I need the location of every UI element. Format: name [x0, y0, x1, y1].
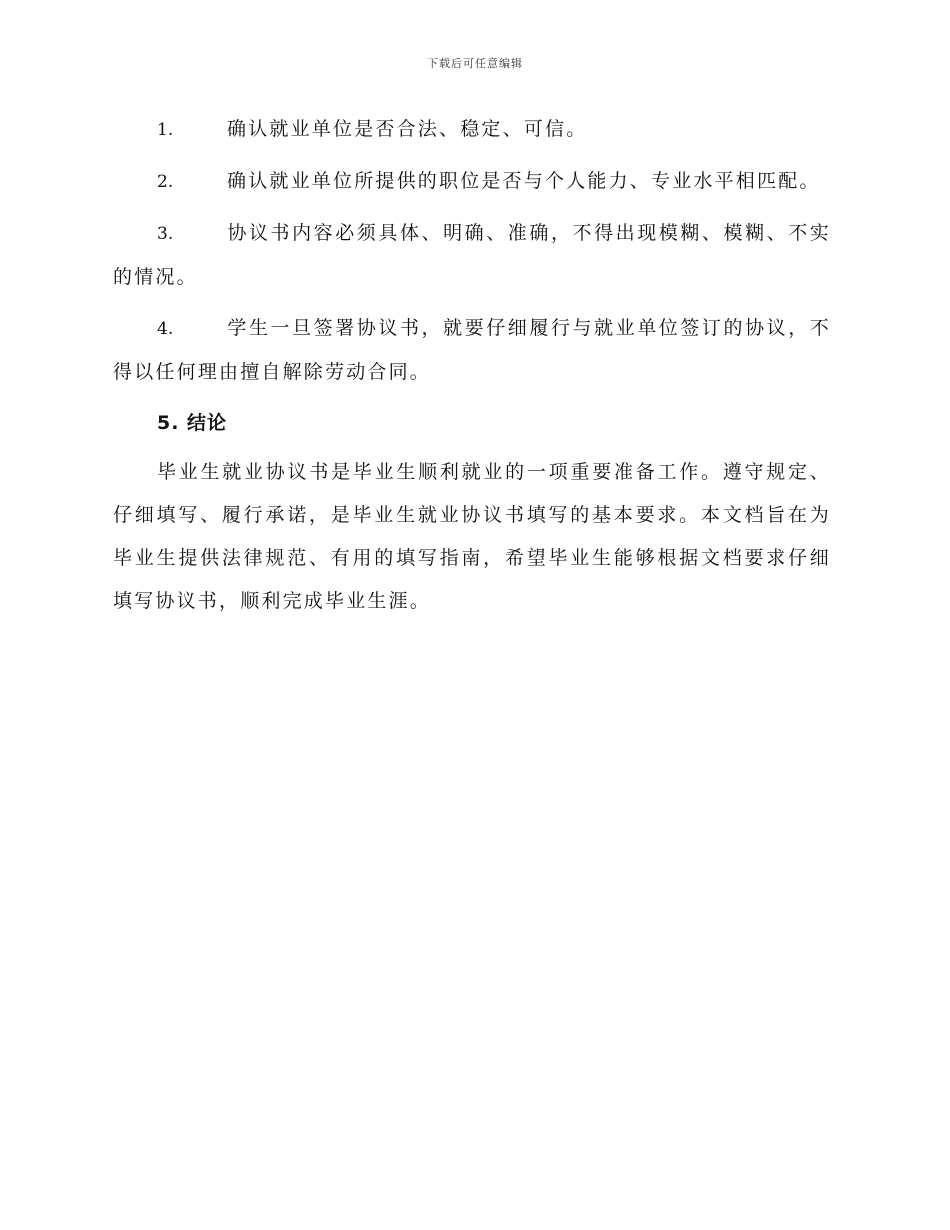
- list-item-number: 4.: [157, 319, 174, 339]
- list-item-text: 确认就业单位所提供的职位是否与个人能力、专业水平相匹配。: [227, 170, 821, 192]
- list-item-text: 学生一旦签署协议书，就要仔细履行与就业单位签订的协议，不得以任何理由擅自解除劳动合同。: [113, 317, 831, 383]
- section-heading-conclusion: 5. 结论: [157, 412, 228, 434]
- conclusion-paragraph: 毕业生就业协议书是毕业生顺利就业的一项重要准备工作。遵守规定、仔细填写、履行承诺，是毕业生就业协议书填写的基本要求。本文档旨在为毕业生提供法律规范、有用的填写指南，希望毕业生能够根据文档要求仔细填写协议书，顺利完成毕业生涯。: [113, 461, 831, 612]
- document-content: [113, 108, 831, 631]
- list-item: [113, 160, 831, 204]
- list-item-text: 确认就业单位是否合法、稳定、可信。: [227, 118, 588, 140]
- list-item-number: 1.: [157, 120, 174, 140]
- page-header-note: 下载后可任意编辑: [427, 57, 523, 70]
- list-item: [113, 307, 831, 394]
- list-item: [113, 212, 831, 299]
- list-item-number: 3.: [157, 224, 174, 244]
- list-item: [113, 108, 831, 152]
- list-item-text: 协议书内容必须具体、明确、准确，不得出现模糊、模糊、不实的情况。: [113, 222, 831, 288]
- list-item-number: 2.: [157, 172, 174, 192]
